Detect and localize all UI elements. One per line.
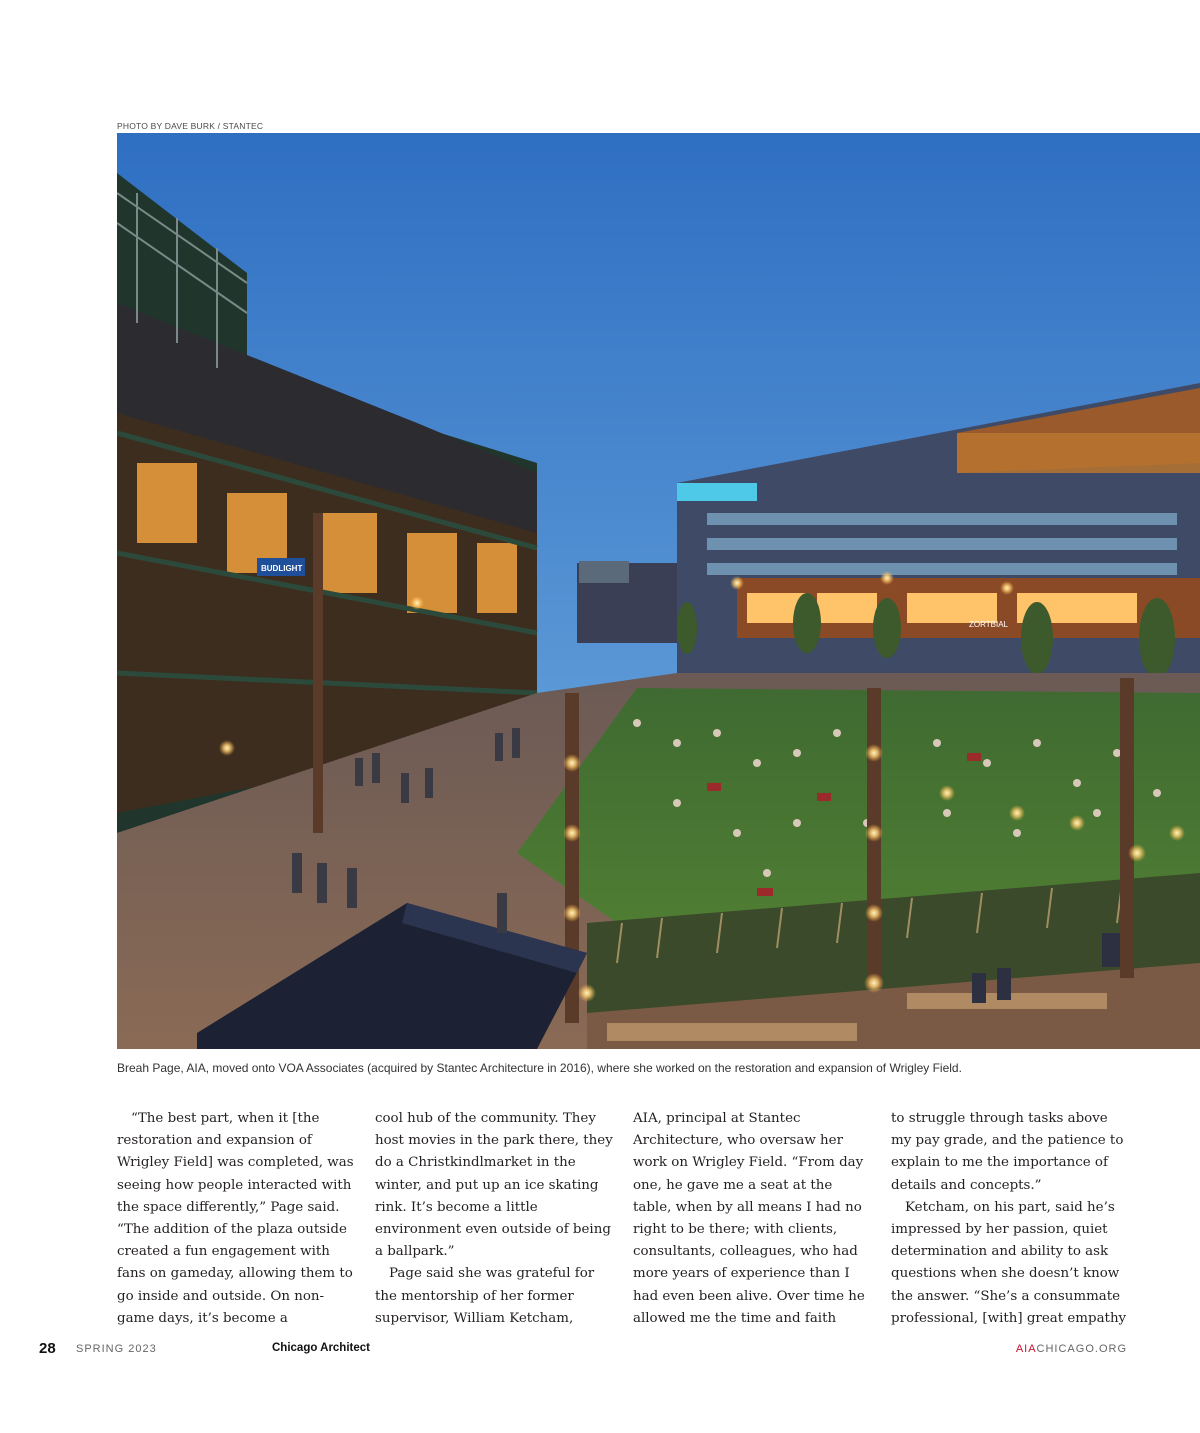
photo-caption: Breah Page, AIA, moved onto VOA Associates (acquired by Stantec Architecture in 2016), where she worked on the restoration and expansion of Wrigley Field. [117, 1061, 962, 1075]
issue-date: SPRING 2023 [76, 1343, 157, 1355]
ballpark-banner: BUDLIGHT [261, 564, 303, 573]
website-rest: CHICAGO.ORG [1036, 1343, 1127, 1355]
page-number: 28 [39, 1340, 56, 1357]
website-link[interactable] [1016, 1343, 1127, 1355]
paragraph: Ketcham, on his part, said he’s impressed by her passion, quiet determination and ability to ask questions when she doesn’t know the answer. “She’s a consummate professional, [with] great empathy [891, 1199, 1127, 1326]
article-column-3 [633, 1108, 873, 1330]
paragraph: Page said she was grateful for the mentorship of her former supervisor, William Ketcham, [375, 1266, 595, 1326]
paragraph: “The best part, when it [the restoration and expansion of Wrigley Field] was completed, was seeing how people interacted with the space differently,” Page said. “The addition of the plaza outside created a fun engagement with fans on gameday, allowing them to go inside and outside. On non-game days, it’s become a [117, 1111, 354, 1326]
article-column-2 [375, 1108, 615, 1330]
paragraph: cool hub of the community. They host movies in the park there, they do a Christkindlmarket in the winter, and put up an ice skating rink. It’s become a little environment even outside of being a ballpark.” [375, 1111, 613, 1260]
wrigley-plaza-photo [117, 133, 1200, 1049]
website-accent: AIA [1015, 1343, 1037, 1355]
restaurant-sign: ZORTBIAL [969, 620, 1008, 629]
paragraph: to struggle through tasks above my pay grade, and the patience to explain to me the importance of details and concepts.” [891, 1111, 1124, 1193]
paragraph: AIA, principal at Stantec Architecture, who oversaw her work on Wrigley Field. “From day one, he gave me a seat at the table, when by all means I had no right to be there; with clients, consultants, colleagues, who had more years of experience than I had even been alive. Over time he allowed me the time and faith [633, 1111, 865, 1326]
photo-credit: PHOTO BY DAVE BURK / STANTEC [117, 121, 264, 131]
article-column-1 [117, 1108, 357, 1330]
magazine-title: Chicago Architect [272, 1342, 370, 1354]
page-footer [0, 1340, 1200, 1360]
article-column-4 [891, 1108, 1131, 1330]
